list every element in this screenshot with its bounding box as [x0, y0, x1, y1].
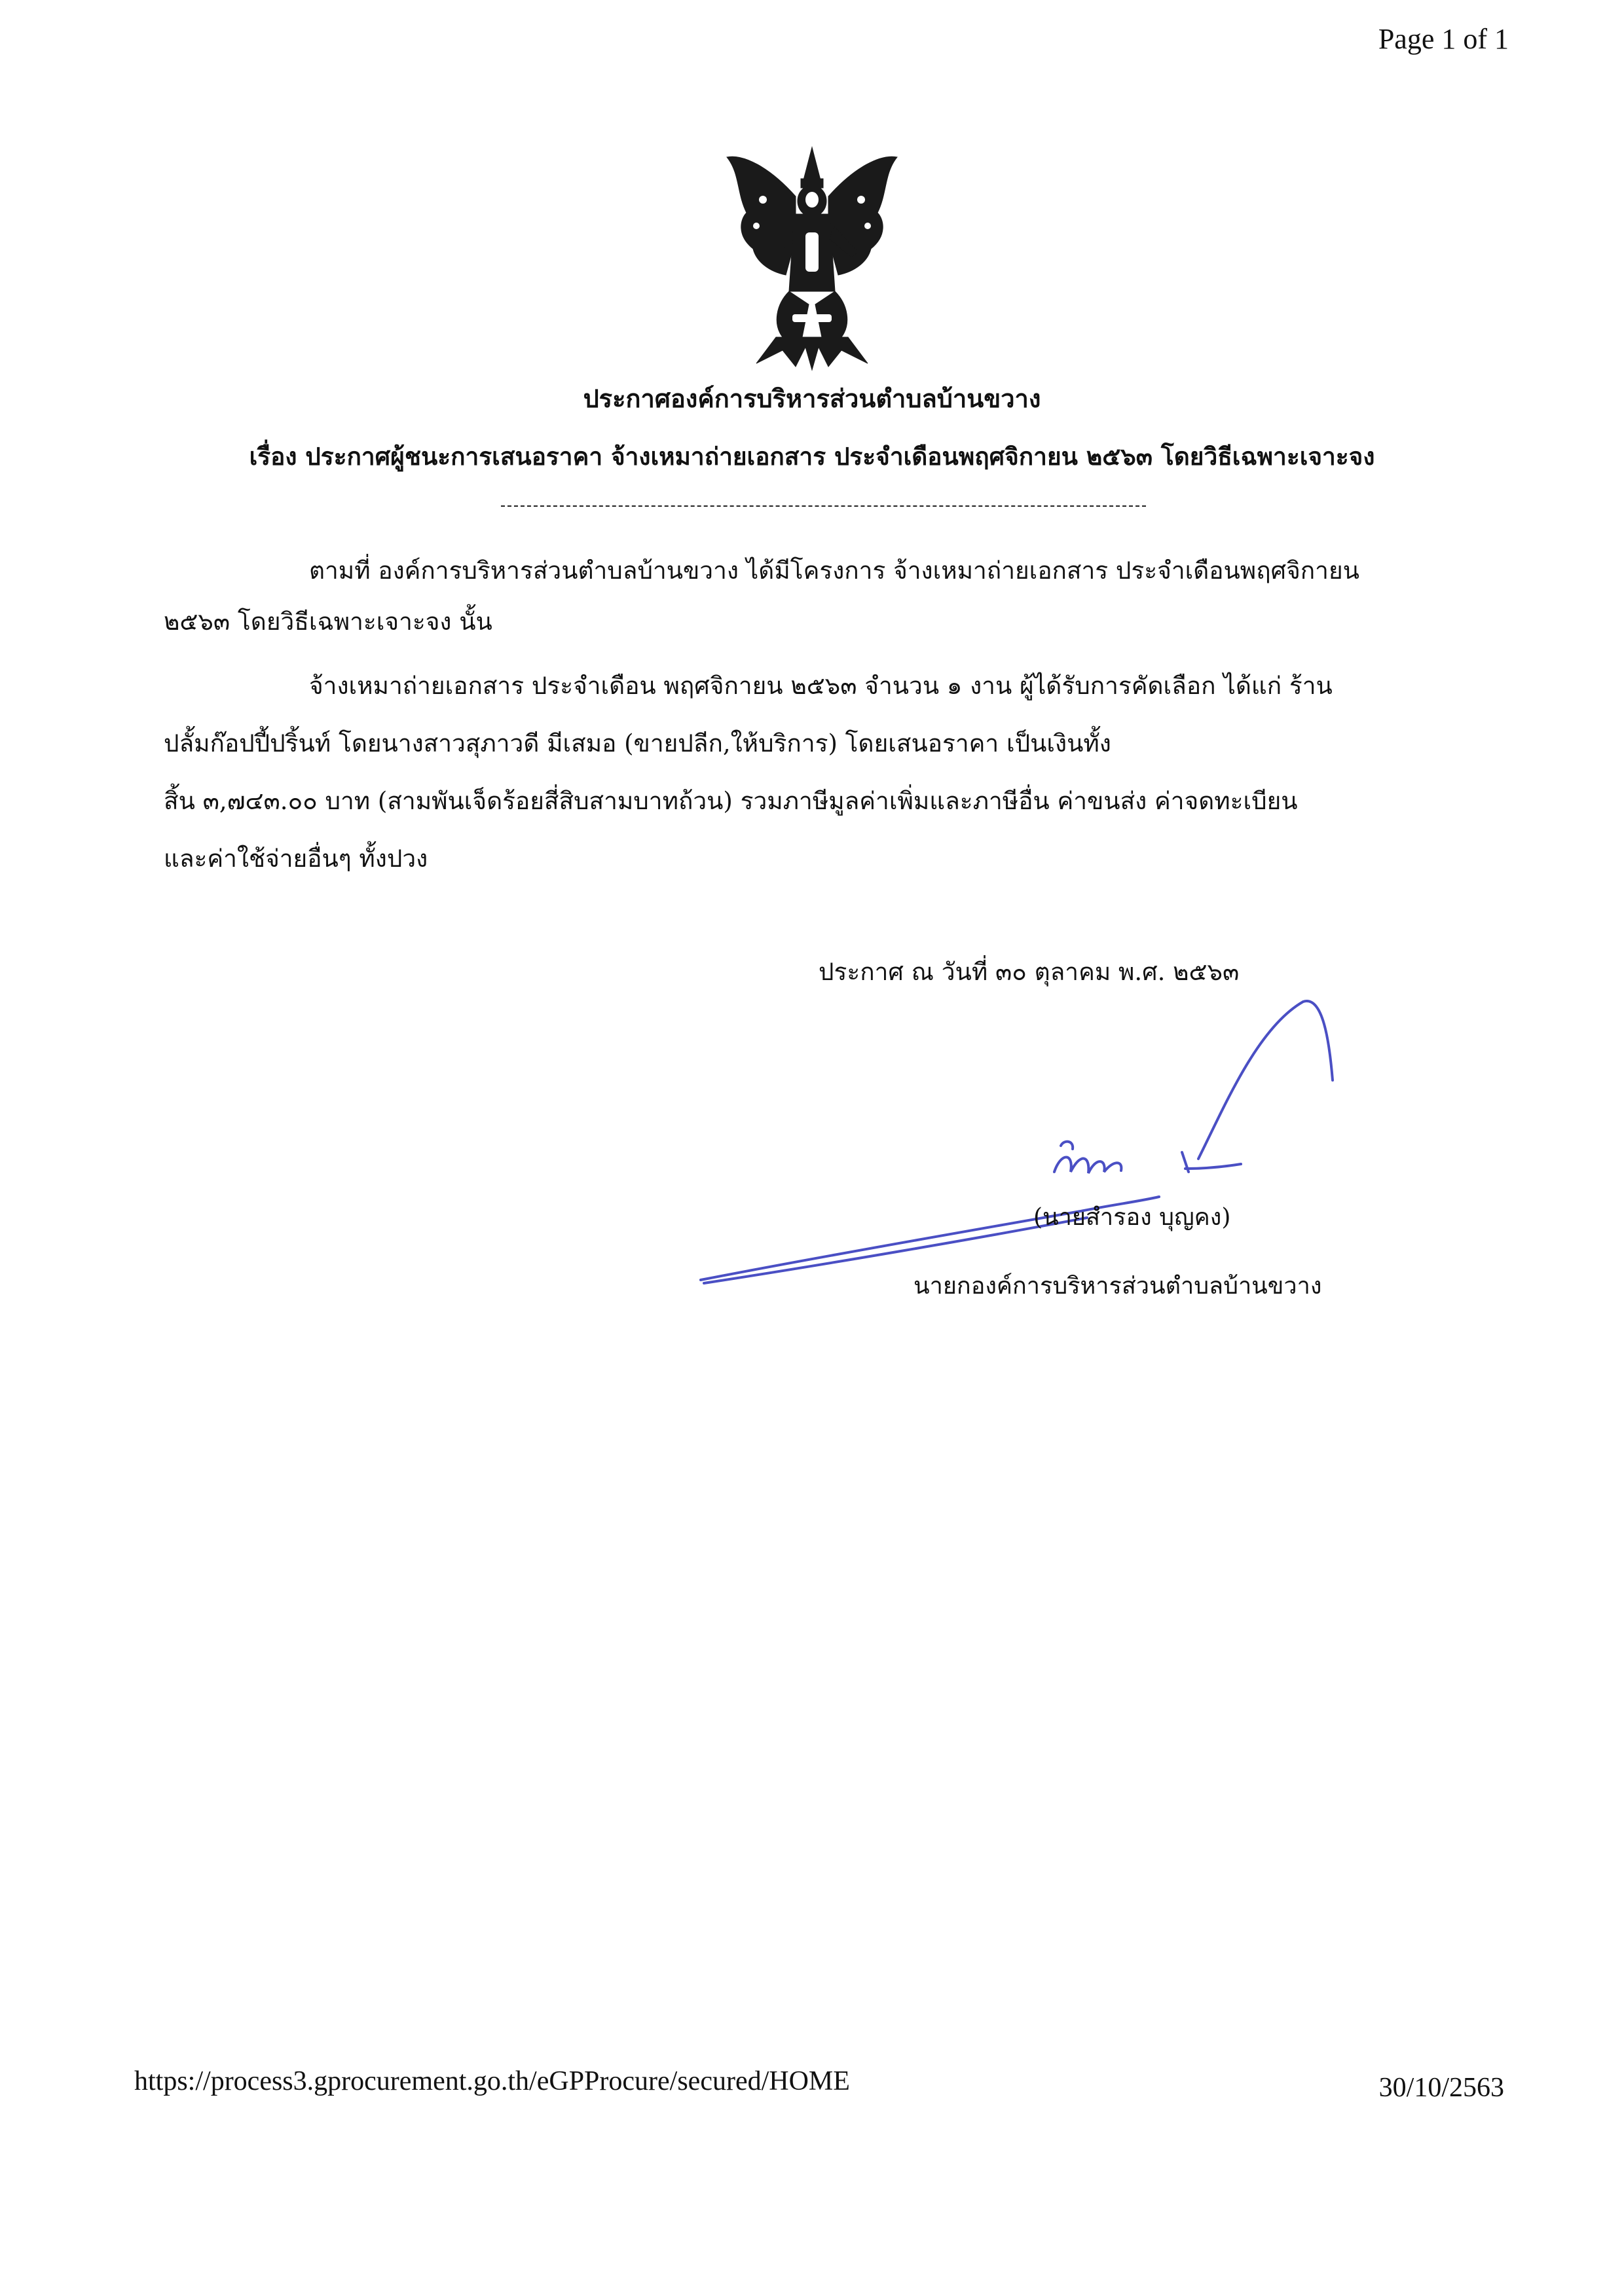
paragraph-line: ตามที่ องค์การบริหารส่วนตำบลบ้านขวาง ได้มีโครงการ จ้างเหมาถ่ายเอกสาร ประจำเดือนพฤศจิกายน: [309, 556, 1359, 585]
page-indicator: Page 1 of 1: [1378, 23, 1509, 55]
garuda-emblem-icon: [717, 141, 907, 373]
paragraph-line: ๒๕๖๓ โดยวิธีเฉพาะเจาะจง นั้น: [164, 608, 492, 636]
title-separator: [501, 505, 1146, 507]
paragraph-line: สิ้น ๓,๗๔๓.๐๐ บาท (สามพันเจ็ดร้อยสี่สิบสามบาทถ้วน) รวมภาษีมูลค่าเพิ่มและภาษีอื่น ค่าขนส่ง ค่าจดทะเบียน: [164, 787, 1298, 815]
paragraph-line: ปลั้มก๊อปปี้ปริ้นท์ โดยนางสาวสุภาวดี มีเสมอ (ขายปลีก,ให้บริการ) โดยเสนอราคา เป็นเงินทั้ง: [164, 729, 1111, 757]
paragraph-line: และค่าใช้จ่ายอื่นๆ ทั้งปวง: [164, 845, 428, 873]
handwritten-signature-icon: [688, 989, 1375, 1303]
document-title: ประกาศองค์การบริหารส่วนตำบลบ้านขวาง: [583, 384, 1041, 413]
signer-position: นายกองค์การบริหารส่วนตำบลบ้านขวาง: [913, 1273, 1322, 1300]
signer-name: (นายสำรอง บุญคง): [1033, 1204, 1231, 1231]
announcement-date: ประกาศ ณ วันที่ ๓๐ ตุลาคม พ.ศ. ๒๕๖๓: [819, 958, 1240, 986]
footer-url: https://process3.gprocurement.go.th/eGPProcure/secured/HOME: [134, 2066, 850, 2096]
footer-date: 30/10/2563: [1378, 2073, 1504, 2103]
paragraph-line: จ้างเหมาถ่ายเอกสาร ประจำเดือน พฤศจิกายน ๒๕๖๓ จำนวน ๑ งาน ผู้ได้รับการคัดเลือก ได้แก่ ร้าน: [309, 672, 1333, 700]
document-subject: เรื่อง ประกาศผู้ชนะการเสนอราคา จ้างเหมาถ่ายเอกสาร ประจำเดือนพฤศจิกายน ๒๕๖๓ โดยวิธีเฉพาะเจาะจง: [249, 442, 1375, 471]
